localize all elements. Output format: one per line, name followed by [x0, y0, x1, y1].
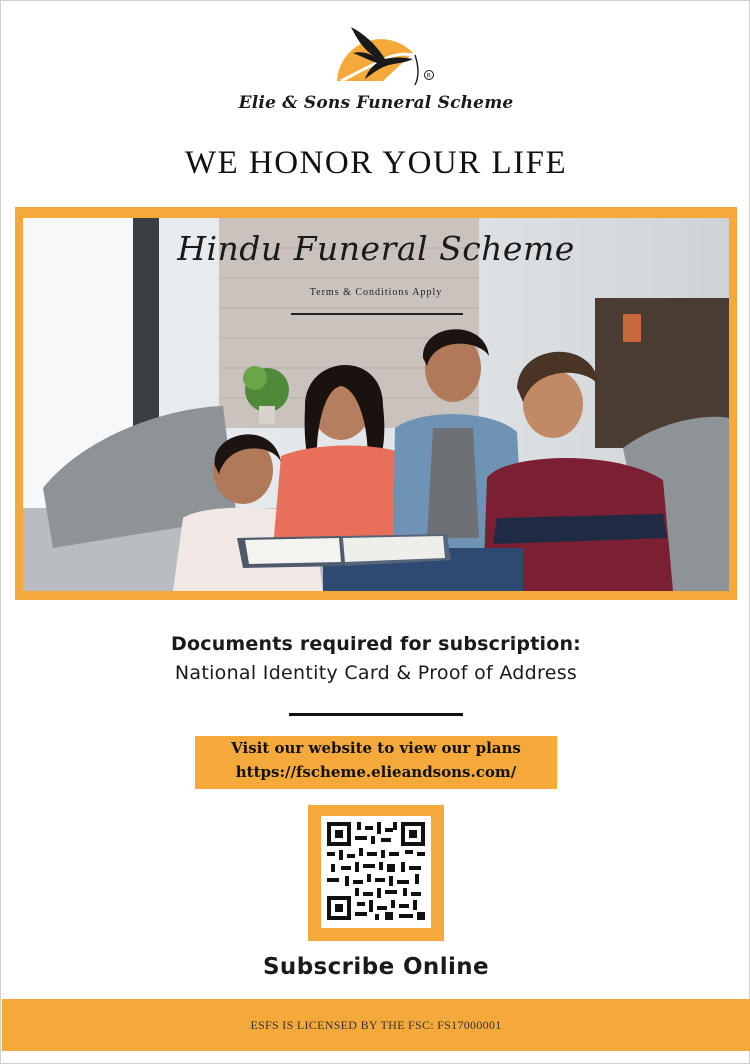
website-link[interactable]: https://fscheme.elieandsons.com/	[235, 763, 517, 781]
section-divider	[289, 713, 463, 716]
documents-heading: Documents required for subscription:	[171, 633, 581, 655]
license-notice: ESFS IS LICENSED BY THE FSC: FS17000001	[250, 1018, 502, 1032]
terms-note: Terms & Conditions Apply	[309, 287, 443, 298]
svg-text:R: R	[426, 72, 431, 80]
qr-code-icon[interactable]	[327, 822, 425, 920]
title-divider	[291, 313, 463, 315]
page-headline: WE HONOR YOUR LIFE	[184, 145, 568, 181]
family-photo	[23, 218, 729, 591]
brand-name: Elie & Sons Funeral Scheme	[238, 93, 514, 113]
brand-logo	[1, 21, 750, 121]
dove-sun-logo-icon	[323, 23, 439, 89]
subscribe-online-label: Subscribe Online	[262, 954, 490, 980]
scheme-title: Hindu Funeral Scheme	[177, 229, 575, 268]
website-prompt: Visit our website to view our plans	[231, 739, 521, 757]
documents-list: National Identity Card & Proof of Address	[174, 662, 578, 684]
